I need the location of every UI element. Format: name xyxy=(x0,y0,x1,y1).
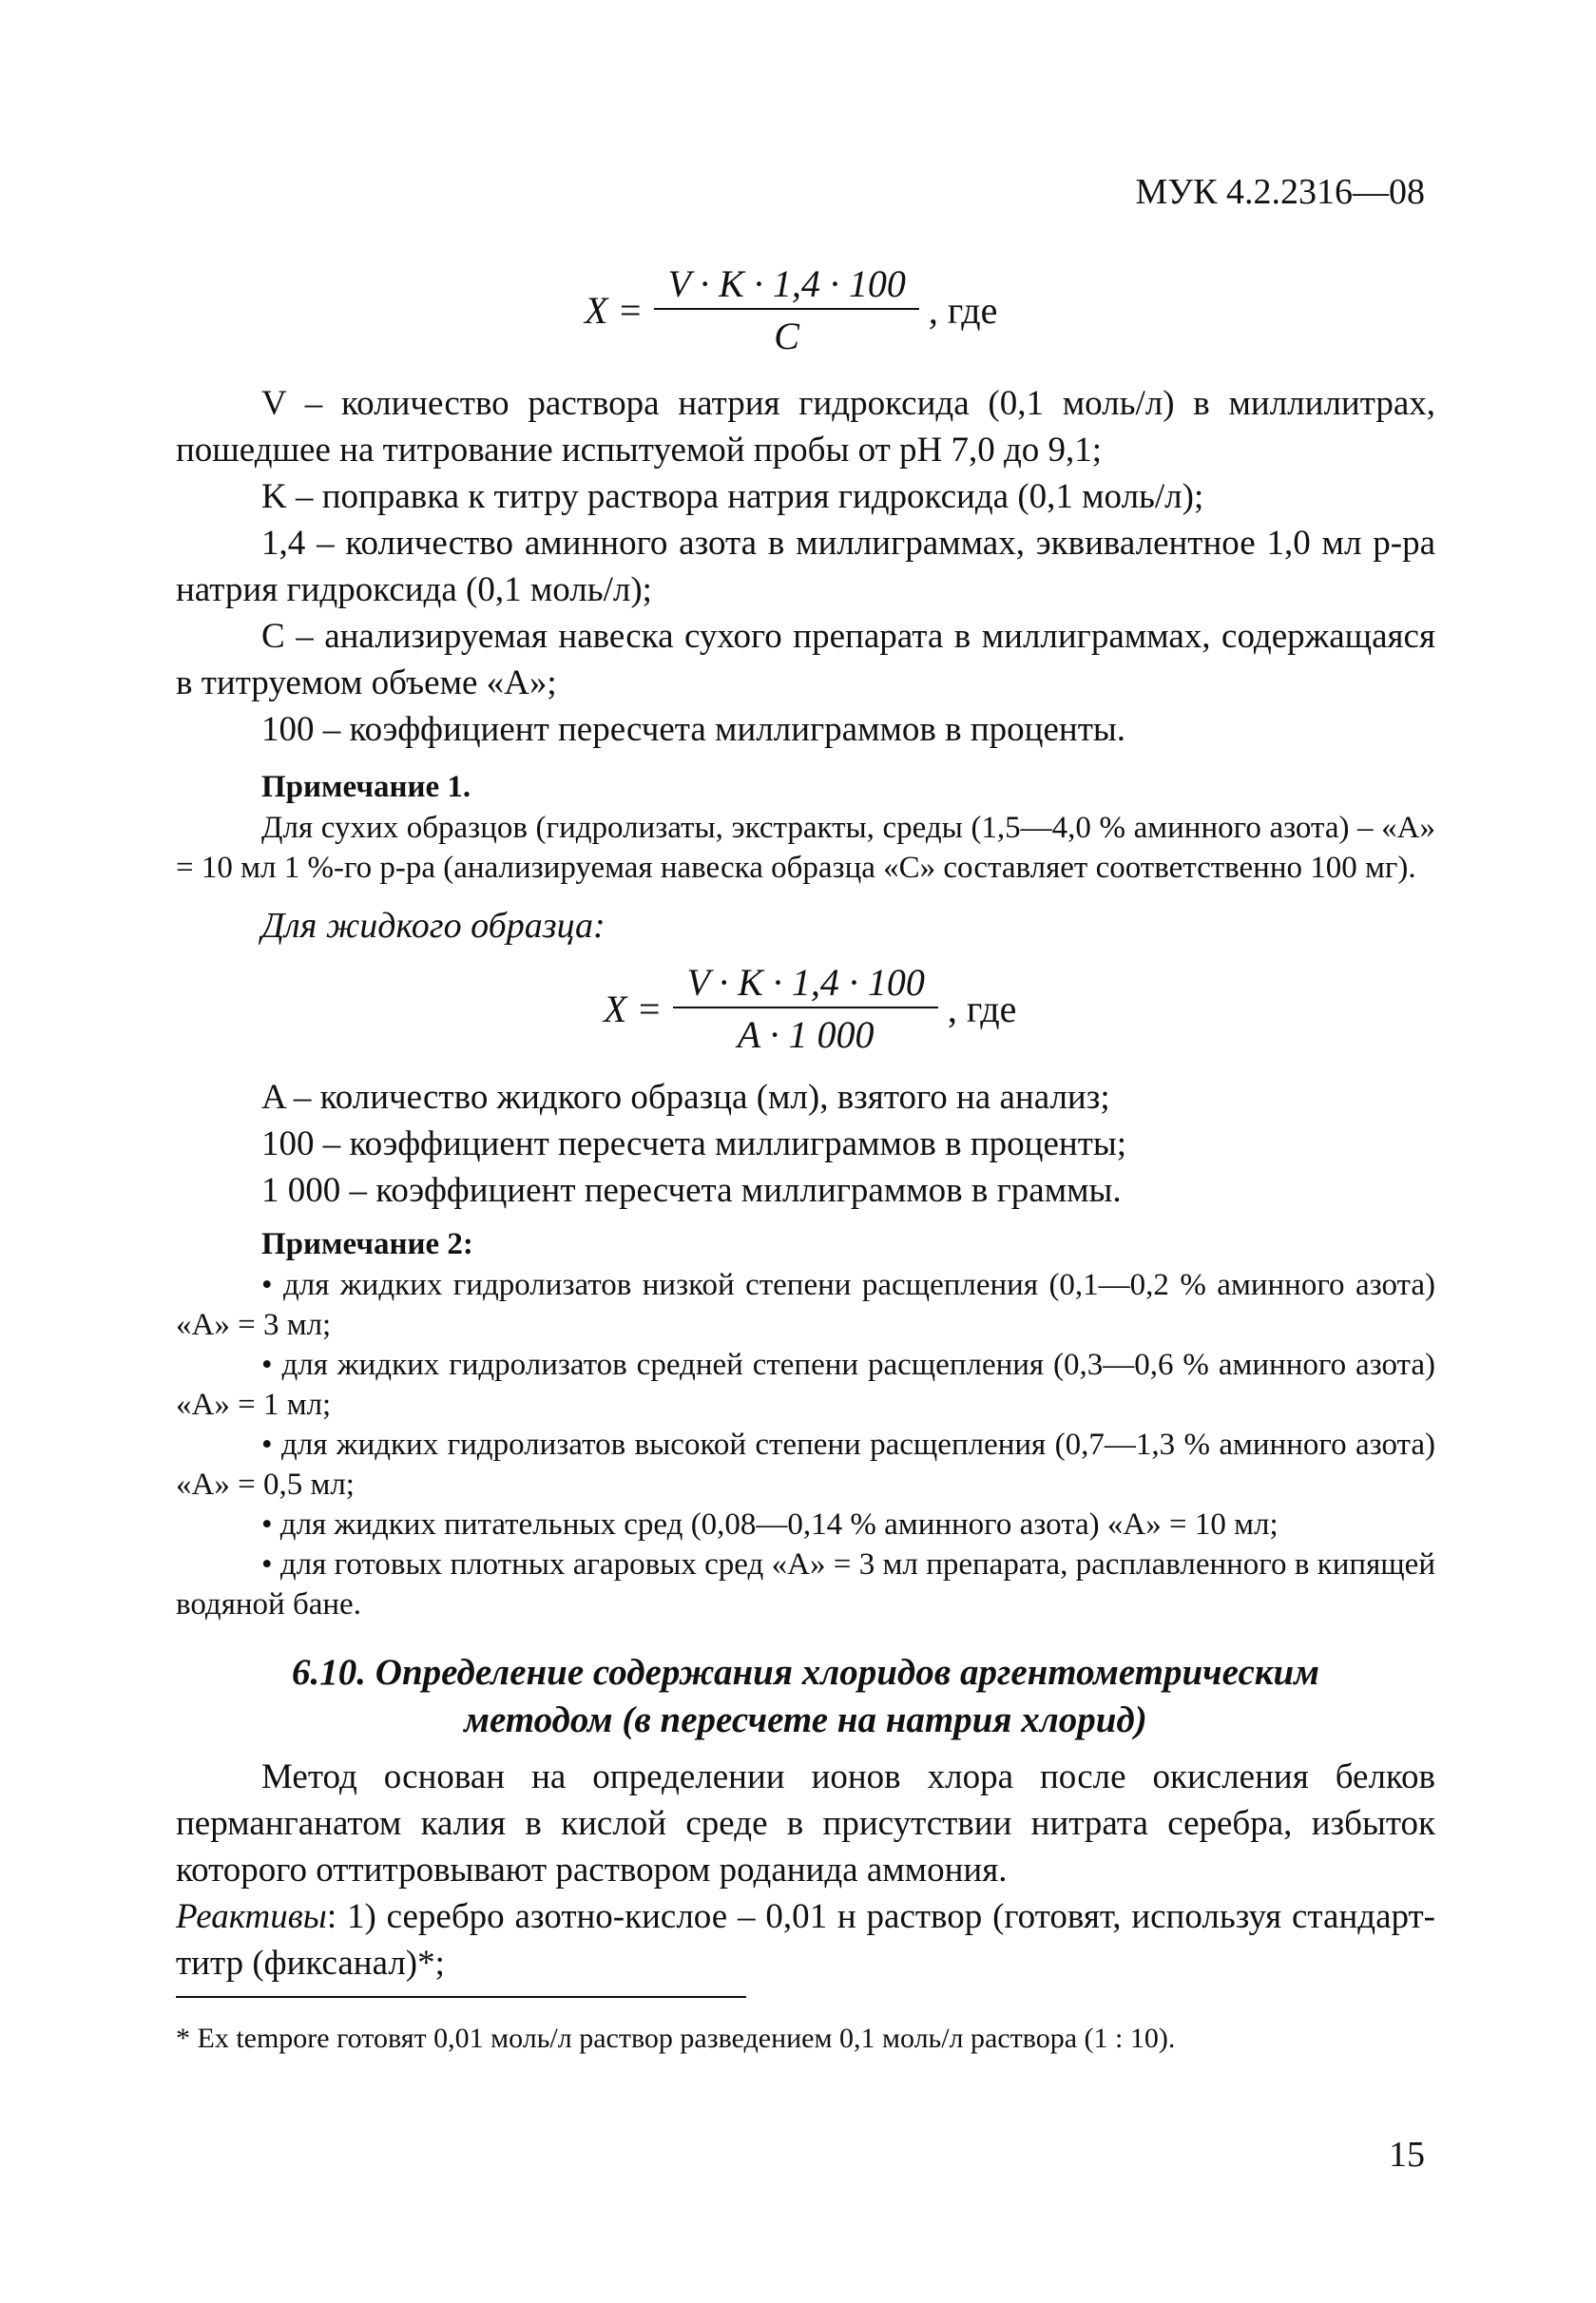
formula-liquid xyxy=(604,960,1016,1057)
definitions-dry xyxy=(176,380,1435,947)
note-2-item: • для готовых плотных агаровых сред «A» = 3 мл препарата, расплавленного в кипящей водяной бане. xyxy=(176,1547,1435,1622)
document-code: МУК 4.2.2316—08 xyxy=(1135,172,1425,212)
note-1-title: Примечание 1. xyxy=(261,770,471,804)
note-2-item: • для жидких гидролизатов низкой степени расщепления (0,1—0,2 % аминного азота) «A» = 3 мл; xyxy=(176,1268,1435,1342)
page-number: 15 xyxy=(1389,2135,1425,2175)
definition-item: 1,4 – количество аминного азота в миллиграммах, эквивалентное 1,0 мл р-ра натрия гидроксида (0,1 моль/л); xyxy=(176,524,1435,609)
formula-fraction xyxy=(673,960,937,1057)
reagents-paragraph xyxy=(176,1893,1435,1986)
note-2-item: • для жидких питательных сред (0,08—0,14 % аминного азота) «A» = 10 мл; xyxy=(261,1507,1279,1542)
definition-item: 100 – коэффициент пересчета миллиграммов в проценты; xyxy=(261,1124,1127,1163)
note-2-item: • для жидких гидролизатов высокой степени расщепления (0,7—1,3 % аминного азота) «A» = 0,5 мл; xyxy=(176,1428,1435,1502)
note-2-title: Примечание 2: xyxy=(261,1227,473,1261)
note-2-item: • для жидких гидролизатов средней степени расщепления (0,3—0,6 % аминного азота) «A» = 1 мл; xyxy=(176,1348,1435,1422)
section-title-line-2: методом (в пересчете на натрия хлорид) xyxy=(464,1699,1147,1740)
method-paragraph: Метод основан на определении ионов хлора после окисления белков перманганатом калия в кислой среде в присутствии нитрата серебра, избыток которого оттитровывают раствором роданида аммония. xyxy=(176,1757,1435,1890)
footnote-divider xyxy=(176,1996,746,1998)
formula-lhs: X = xyxy=(585,288,644,332)
formula-denominator: A · 1 000 xyxy=(737,1013,875,1056)
formula-numerator: V · K · 1,4 · 100 xyxy=(654,261,918,310)
definitions-liquid xyxy=(176,1074,1435,1986)
reagents-label: Реактивы xyxy=(176,1897,327,1936)
footnote: * Ex tempore готовят 0,01 моль/л раствор разведением 0,1 моль/л раствора (1 : 10). xyxy=(176,2023,1176,2054)
formula-fraction xyxy=(654,261,918,358)
note-1-text: Для сухих образцов (гидролизаты, экстракты, среды (1,5—4,0 % аминного азота) – «A» = 10 мл 1 %-го р-ра (анализируемая навеска образца «C» составляет соответственно 100 мг). xyxy=(176,811,1435,885)
formula-suffix: , где xyxy=(947,987,1017,1030)
definition-item: A – количество жидкого образца (мл), взятого на анализ; xyxy=(261,1078,1110,1117)
definition-item: 100 – коэффициент пересчета миллиграммов в проценты. xyxy=(261,710,1125,749)
liquid-sample-heading: Для жидкого образца: xyxy=(261,906,606,946)
formula-lhs: X = xyxy=(604,987,663,1030)
definition-item: K – поправка к титру раствора натрия гидроксида (0,1 моль/л); xyxy=(261,477,1204,516)
formula-suffix: , где xyxy=(928,288,998,332)
section-title-line-1: 6.10. Определение содержания хлоридов аргентометрическим xyxy=(292,1652,1319,1693)
formula-dry xyxy=(585,261,997,358)
definition-item: V – количество раствора натрия гидроксида (0,1 моль/л) в миллилитрах, пошедшее на титрование испытуемой пробы от pH 7,0 до 9,1; xyxy=(176,384,1435,470)
definition-item: 1 000 – коэффициент пересчета миллиграммов в граммы. xyxy=(261,1171,1122,1210)
definition-item: C – анализируемая навеска сухого препарата в миллиграммах, содержащаяся в титруемом объеме «A»; xyxy=(176,617,1435,702)
reagents-text: : 1) серебро азотно-кислое – 0,01 н раствор (готовят, используя стандарт-титр (фиксанал)*; xyxy=(176,1897,1435,1983)
formula-denominator: C xyxy=(774,315,799,357)
formula-numerator: V · K · 1,4 · 100 xyxy=(673,960,937,1008)
